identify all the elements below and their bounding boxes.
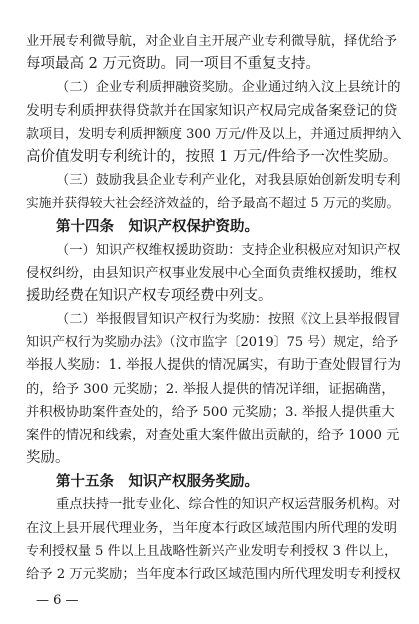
text-line: 款项目，发明专利质押额度 300 万元/件及以上，并通过质押纳入 xyxy=(26,126,401,142)
article-heading: 第十四条 知识产权保护资助。 xyxy=(56,218,259,236)
text-line: 侵权纠纷，由县知识产权事业发展中心全面负责维权援助，维权 xyxy=(26,265,398,281)
text-line: 案件的情况和线索，对查处重大案件做出贡献的，给予 1000 元 xyxy=(26,427,400,443)
text-line: （一）知识产权维权援助资助：支持企业积极应对知识产权 xyxy=(56,242,401,258)
text-line: 知识产权行为奖励办法》（汶市监字〔2019〕75 号）规定，给予 xyxy=(26,335,399,351)
text-line: 实施并获得较大社会经济效益的，给予最高不超过 5 万元的奖励。 xyxy=(26,196,400,212)
text-line: 发明专利质押获得贷款并在国家知识产权局完成备案登记的贷 xyxy=(26,102,398,119)
text-line: 奖励。 xyxy=(26,450,70,466)
text-line: 每项最高 2 万元资助。同一项目不重复支持。 xyxy=(26,56,320,73)
text-line: （三）鼓励我县企业专利产业化，对我县原始创新发明专利 xyxy=(56,173,401,188)
text-line: 举报人奖励：1. 举报人提供的情况属实，有助于查处假冒行为 xyxy=(26,357,401,374)
text-line: 的，给予 300 元奖励；2. 举报人提供的情况详细，证据确凿， xyxy=(26,381,395,397)
text-line: 在汶上县开展代理业务，当年度本行政区域范围内所代理的发明 xyxy=(26,520,398,536)
text-line: 高价值发明专利统计的，按照 1 万元/件给予一次性奖励。 xyxy=(26,148,398,165)
text-line: 援助经费在知识产权专项经费中列支。 xyxy=(26,287,273,304)
text-line: （二）企业专利质押融资奖励。企业通过纳入汶上县统计的 xyxy=(56,80,401,96)
text-line: 业开展专利微导航，对企业自主开展产业专利微导航，择优给予 xyxy=(26,34,398,49)
text-line: 并积极协助案件查处的，给予 500 元奖励；3. 举报人提供重大 xyxy=(26,404,395,420)
text-line: （二）举报假冒知识产权行为奖励：按照《汶上县举报假冒 xyxy=(56,312,401,327)
text-line: 给予 2 万元奖励；当年度本行政区域范围内所代理发明专利授权 xyxy=(26,566,401,582)
text-line: 重点扶持一批专业化、综合性的知识产权运营服务机构。对 xyxy=(56,497,401,513)
text-line: 专利授权量 5 件以上且战略性新兴产业发明专利授权 3 件以上， xyxy=(26,543,398,559)
article-heading: 第十五条 知识产权服务奖励。 xyxy=(56,473,259,491)
page-number: — 6 — xyxy=(36,593,79,608)
